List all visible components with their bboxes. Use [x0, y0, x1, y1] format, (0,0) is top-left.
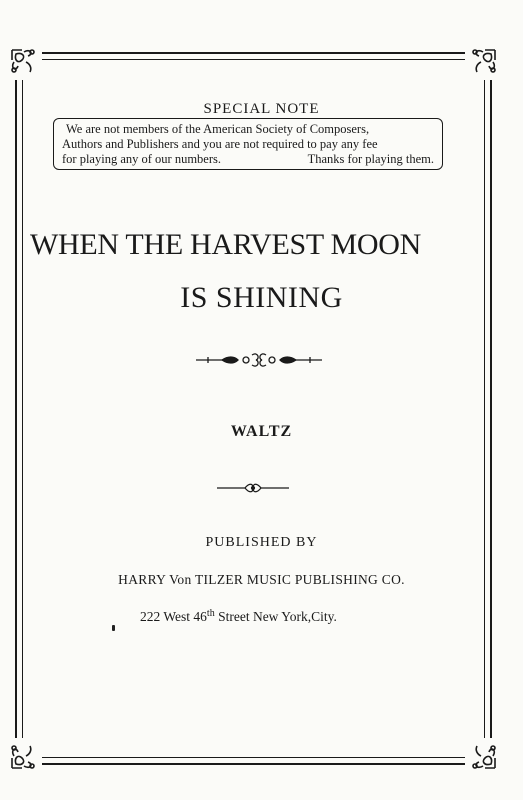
special-note-heading: SPECIAL NOTE [203, 101, 320, 117]
corner-ornament-icon [465, 46, 499, 80]
published-by-label: PUBLISHED BY [205, 535, 318, 550]
address-number: 222 West 46 [140, 609, 207, 624]
special-note-line: We are not members of the American Society of Composers, [66, 122, 370, 136]
corner-ornament-icon [8, 738, 42, 772]
song-title-line-1: WHEN THE HARVEST MOON [30, 228, 422, 261]
publisher-name: HARRY Von TILZER MUSIC PUBLISHING CO. [118, 572, 405, 587]
scroll-ornament-icon [194, 350, 324, 370]
corner-ornament-icon [8, 46, 42, 80]
publisher-address [140, 609, 440, 625]
special-note-box [53, 118, 443, 170]
address-suffix: th [206, 608, 215, 619]
small-ornament-icon [215, 481, 291, 495]
address-rest: Street New York,City. [214, 609, 337, 624]
ink-speck [112, 625, 115, 631]
corner-ornament-icon [465, 738, 499, 772]
special-note-line: for playing any of our numbers. [62, 152, 221, 166]
genre-label: WALTZ [230, 423, 293, 440]
special-note-last-line [62, 152, 434, 167]
song-title-line-2: IS SHINING [180, 281, 343, 314]
special-note-thanks: Thanks for playing them. [307, 152, 434, 166]
special-note-line: Authors and Publishers and you are not required to pay any fee [62, 137, 378, 151]
